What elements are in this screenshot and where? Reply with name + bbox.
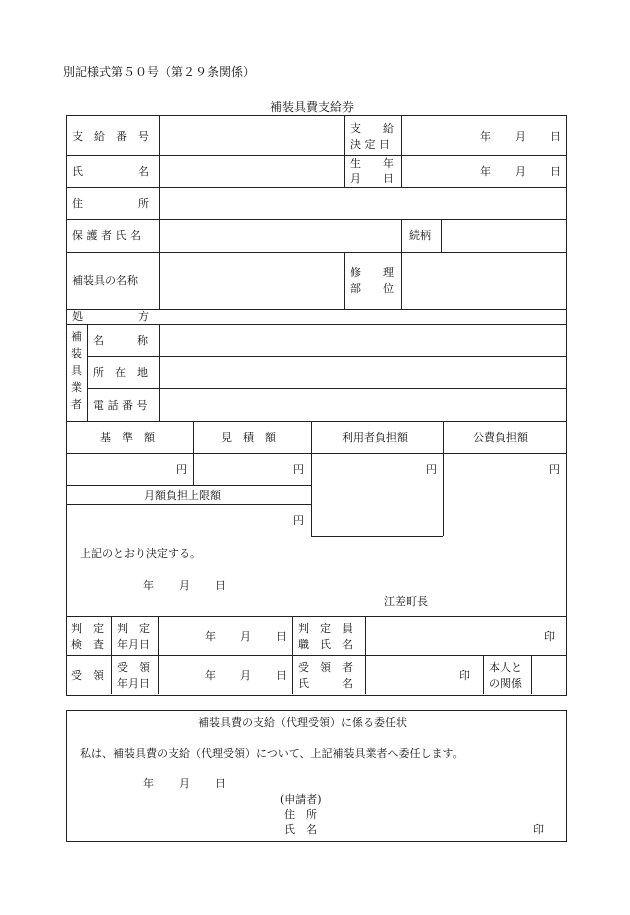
hantei-kensa-label-2: 検 査 xyxy=(71,638,104,651)
hogosha-label: 保 護 者 氏 名 xyxy=(72,229,141,242)
form-title: 補装具費支給券 xyxy=(270,100,355,114)
year-label: 年 xyxy=(143,579,154,592)
gyosha-char-2: 装 xyxy=(71,347,82,360)
year-label: 年 xyxy=(480,130,491,143)
shuri-field[interactable] xyxy=(402,253,565,309)
gyosha-meisho-field[interactable] xyxy=(160,325,565,356)
juryosha-label-2: 氏 名 xyxy=(298,677,353,690)
shikyu-kettei-label-1: 支 給 xyxy=(350,122,394,135)
cho-label: 江差町長 xyxy=(384,595,428,608)
hogosha-field[interactable] xyxy=(160,220,401,252)
jusho-label: 住 所 xyxy=(72,197,149,210)
seal-label: 印 xyxy=(459,669,470,682)
month-label: 月 xyxy=(179,777,190,790)
getsugaku-field[interactable] xyxy=(67,505,311,536)
juryo-date-label-1: 受 領 xyxy=(117,661,150,674)
month-label: 月 xyxy=(179,579,190,592)
form-number: 別記様式第５０号（第２９条関係） xyxy=(63,65,256,79)
month-label: 月 xyxy=(240,669,251,682)
hantei-date-label-1: 判 定 xyxy=(117,622,150,635)
yen-label: 円 xyxy=(176,463,187,476)
day-label: 日 xyxy=(276,630,287,643)
gyosha-shozaichi-field[interactable] xyxy=(160,357,565,388)
shikyu-bango-label: 支 給 番 号 xyxy=(72,130,149,143)
yen-label: 円 xyxy=(426,463,437,476)
day-label: 日 xyxy=(550,165,561,178)
month-label: 月 xyxy=(240,630,251,643)
kijun-amount-field[interactable] xyxy=(67,454,193,485)
yen-label: 円 xyxy=(293,514,304,527)
mitsumori-header: 見 積 額 xyxy=(221,431,276,444)
shikyu-bango-field[interactable] xyxy=(160,116,344,155)
gyosha-denwa-label: 電 話 番 号 xyxy=(93,399,148,412)
hanteiin-label-2: 職 氏 名 xyxy=(298,638,353,651)
month-label: 月 xyxy=(515,165,526,178)
juryo-date-label-2: 年月日 xyxy=(117,677,150,690)
year-label: 年 xyxy=(205,630,216,643)
seinengappi-label-1: 生 年 xyxy=(350,157,394,170)
year-label: 年 xyxy=(143,777,154,790)
day-label: 日 xyxy=(550,130,561,143)
juryo-label: 受 領 xyxy=(71,669,104,682)
gyosha-char-4: 業 xyxy=(71,381,82,394)
day-label: 日 xyxy=(215,579,226,592)
applicant-seal-label: 印 xyxy=(533,823,544,836)
seinengappi-label-2: 月 日 xyxy=(350,172,394,185)
delegation-body: 私は、補装具費の支給（代理受領）について、上記補装具業者へ委任します。 xyxy=(80,747,464,760)
hosogu-meisho-label: 補装具の名称 xyxy=(72,274,138,287)
month-label: 月 xyxy=(515,130,526,143)
gyosha-char-3: 具 xyxy=(71,364,82,377)
honnin-label-2: の関係 xyxy=(489,677,522,690)
shuri-label-1: 修 理 xyxy=(350,266,394,279)
gyosha-char-5: 者 xyxy=(71,398,82,411)
hantei-kensa-label-1: 判 定 xyxy=(71,622,104,635)
shoho-label: 処 方 xyxy=(72,310,149,323)
honnin-label-1: 本人と xyxy=(489,661,522,674)
applicant-address-label: 住 所 xyxy=(284,808,317,821)
shoho-field[interactable] xyxy=(160,310,565,324)
applicant-name-label: 氏 名 xyxy=(284,823,317,836)
jusho-field[interactable] xyxy=(160,188,565,219)
kijun-header: 基 準 額 xyxy=(100,431,155,444)
applicant-address-field[interactable] xyxy=(330,805,555,821)
shikyu-kettei-label-2: 決 定 日 xyxy=(350,138,390,151)
year-label: 年 xyxy=(205,669,216,682)
hantei-date-label-2: 年月日 xyxy=(117,638,150,651)
year-label: 年 xyxy=(480,165,491,178)
gyosha-denwa-field[interactable] xyxy=(160,389,565,421)
riyosha-futan-amount-field[interactable] xyxy=(312,454,443,536)
juryosha-label-1: 受 領 者 xyxy=(298,661,353,674)
day-label: 日 xyxy=(215,777,226,790)
shimei-field[interactable] xyxy=(160,156,344,187)
delegation-title: 補装具費の支給（代理受領）に係る委任状 xyxy=(198,716,407,729)
applicant-label: (申請者) xyxy=(280,793,322,806)
shimei-label: 氏 名 xyxy=(72,165,149,178)
hanteiin-field[interactable] xyxy=(366,617,565,655)
hantei-date-field[interactable] xyxy=(159,617,292,655)
yen-label: 円 xyxy=(293,463,304,476)
riyosha-futan-header: 利用者負担額 xyxy=(342,431,408,444)
juryo-date-field[interactable] xyxy=(159,656,292,694)
seal-label: 印 xyxy=(544,630,555,643)
zokugara-field[interactable] xyxy=(442,220,565,252)
gyosha-meisho-label: 名 称 xyxy=(93,334,148,347)
honnin-field[interactable] xyxy=(532,656,565,694)
hanteiin-label-1: 判 定 員 xyxy=(298,622,353,635)
shuri-label-2: 部 位 xyxy=(350,282,394,295)
gyosha-char-1: 補 xyxy=(71,330,82,343)
getsugaku-label: 月額負担上限額 xyxy=(144,489,221,502)
yen-label: 円 xyxy=(549,463,560,476)
day-label: 日 xyxy=(276,669,287,682)
kohi-futan-header: 公費負担額 xyxy=(473,431,528,444)
hosogu-meisho-field[interactable] xyxy=(160,253,344,309)
zokugara-label: 続柄 xyxy=(409,229,431,242)
kohi-futan-amount-field[interactable] xyxy=(444,454,565,536)
applicant-name-field[interactable] xyxy=(330,821,530,837)
gyosha-shozaichi-label: 所 在 地 xyxy=(93,366,148,379)
kettei-text: 上記のとおり決定する。 xyxy=(80,547,201,560)
